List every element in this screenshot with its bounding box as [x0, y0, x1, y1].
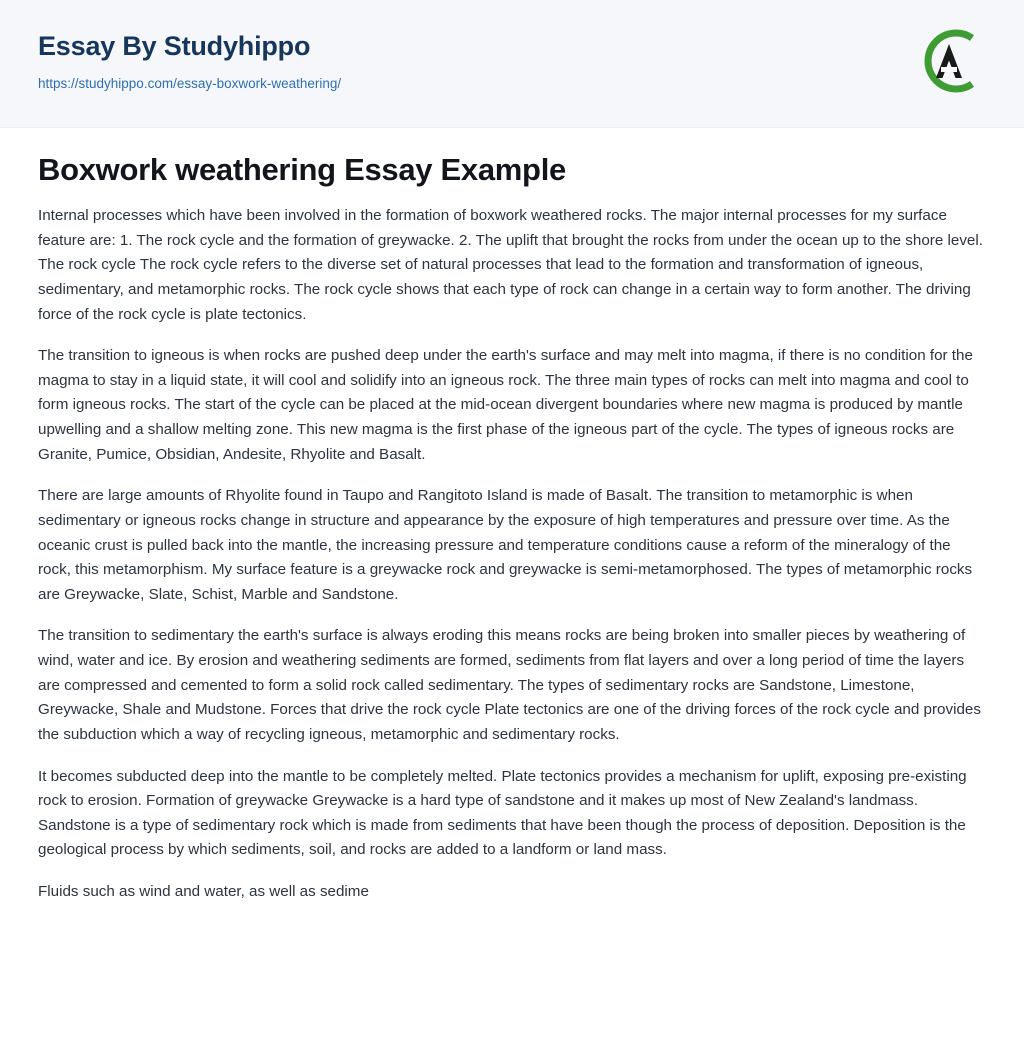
studyhippo-a-logo-icon — [910, 22, 988, 100]
article-paragraph: Internal processes which have been involved in the formation of boxwork weathered rocks. The major internal processes for my surface feature are: 1. The rock cycle and the formation of greywacke. 2. The uplift that brought the rocks from under the ocean up to the shore level. The rock cycle The rock cycle refers to the diverse set of natural processes that lead to the formation and transformation of igneous, sedimentary, and metamorphic rocks. The rock cycle shows that each type of rock can change in a certain way to form another. The driving force of the rock cycle is plate tectonics. — [38, 207, 983, 323]
site-brand: Essay By Studyhippo — [38, 31, 311, 61]
article-body — [0, 128, 1024, 933]
page-title: Boxwork weathering Essay Example — [38, 152, 566, 187]
article-paragraph: The transition to sedimentary the earth's surface is always eroding this means rocks are being broken into smaller pieces by weathering of wind, water and ice. By erosion and weathering sediments are formed, sediments from flat layers and over a long period of time the layers are compressed and cemented to form a solid rock called sedimentary. The types of sedimentary rocks are Sandstone, Limestone, Greywacke, Shale and Mudstone. Forces that drive the rock cycle Plate tectonics are one of the driving forces of the rock cycle and provides the subduction which a way of recycling igneous, metamorphic and sedimentary rocks. — [38, 627, 981, 743]
article-paragraph: It becomes subducted deep into the mantle to be completely melted. Plate tectonics provides a mechanism for uplift, exposing pre-existing rock to erosion. Formation of greywacke Greywacke is a hard type of sandstone and it makes up most of New Zealand's landmass. Sandstone is a type of sedimentary rock which is made from sediments that have been though the process of deposition. Deposition is the geological process by which sediments, soil, and rocks are added to a landform or land mass. — [38, 767, 967, 859]
article-paragraph: The transition to igneous is when rocks are pushed deep under the earth's surface and may melt into magma, if there is no condition for the magma to stay in a liquid state, it will cool and solidify into an igneous rock. The three main types of rocks can melt into magma and cool to form igneous rocks. The start of the cycle can be placed at the mid-ocean divergent boundaries where new magma is produced by mantle upwelling and a shallow melting zone. This new magma is the first phase of the igneous part of the cycle. The types of igneous rocks are Granite, Pumice, Obsidian, Andesite, Rhyolite and Basalt. — [38, 347, 973, 463]
article-paragraph: Fluids such as wind and water, as well as sedime — [38, 883, 369, 900]
site-url-link[interactable]: https://studyhippo.com/essay-boxwork-weathering/ — [38, 76, 342, 92]
article-paragraph: There are large amounts of Rhyolite found in Taupo and Rangitoto Island is made of Basalt. The transition to metamorphic is when sedimentary or igneous rocks change in structure and appearance by the exposure of high temperatures and pressure over time. As the oceanic crust is pulled back into the mantle, the increasing pressure and temperature conditions cause a reform of the mineralogy of the rock, this metamorphism. My surface feature is a greywacke rock and greywacke is semi-metamorphosed. The types of metamorphic rocks are Greywacke, Slate, Schist, Marble and Sandstone. — [38, 487, 973, 603]
site-header — [0, 0, 1024, 128]
